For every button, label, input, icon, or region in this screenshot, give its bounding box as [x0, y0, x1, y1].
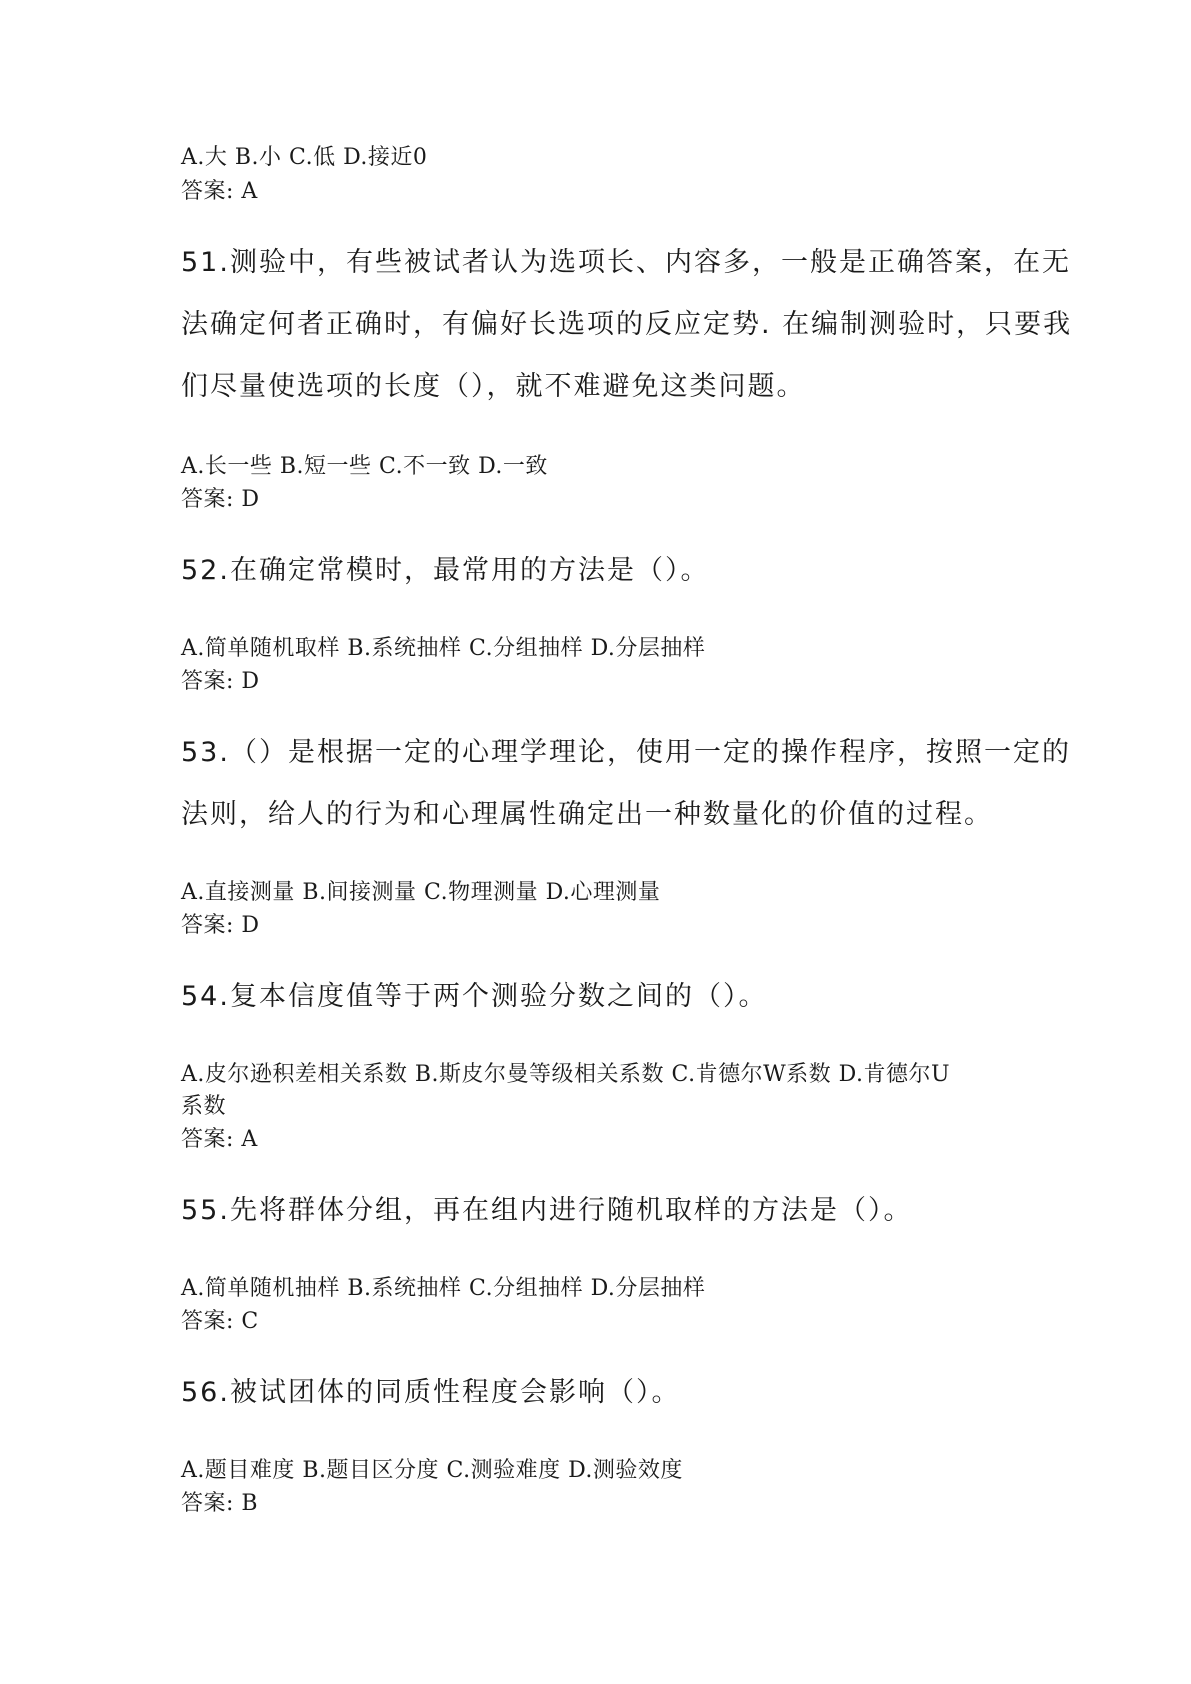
- question-53-answer: 答案: D: [181, 913, 260, 938]
- question-55-options: A.简单随机抽样 B.系统抽样 C.分组抽样 D.分层抽样: [181, 1276, 706, 1301]
- question-55-line-1: 55.先将群体分组，再在组内进行随机取样的方法是（）。: [181, 1195, 913, 1226]
- question-54-options-line-2: 系数: [181, 1094, 227, 1119]
- question-56-options: A.题目难度 B.题目区分度 C.测验难度 D.测验效度: [181, 1458, 683, 1483]
- question-54-options-line-1: A.皮尔逊积差相关系数 B.斯皮尔曼等级相关系数 C.肯德尔W系数 D.肯德尔U: [181, 1062, 951, 1087]
- question-53-options: A.直接测量 B.间接测量 C.物理测量 D.心理测量: [181, 880, 661, 905]
- question-50-options: A.大 B.小 C.低 D.接近0: [181, 145, 428, 170]
- question-56-line-1: 56.被试团体的同质性程度会影响（）。: [181, 1377, 681, 1408]
- question-51-options: A.长一些 B.短一些 C.不一致 D.一致: [181, 454, 548, 479]
- question-50-answer: 答案: A: [181, 179, 258, 204]
- question-56-stem: [181, 1362, 1021, 1424]
- question-54-line-1: 54.复本信度值等于两个测验分数之间的（）。: [181, 981, 768, 1012]
- question-53-stem: [181, 722, 1071, 846]
- question-51-line-2: 法确定何者正确时，有偏好长选项的反应定势. 在编制测验时，只要我: [181, 309, 1073, 340]
- question-52-stem: [181, 540, 1021, 602]
- question-53-line-1: 53.（）是根据一定的心理学理论，使用一定的操作程序，按照一定的: [181, 737, 1071, 768]
- question-51-stem: [181, 232, 1073, 418]
- question-51-line-1: 51.测验中，有些被试者认为选项长、内容多，一般是正确答案，在无: [181, 247, 1071, 278]
- question-54-answer: 答案: A: [181, 1127, 258, 1152]
- question-54-stem: [181, 966, 1021, 1028]
- question-55-answer: 答案: C: [181, 1309, 259, 1334]
- question-53-line-2: 法则，给人的行为和心理属性确定出一种数量化的价值的过程。: [181, 799, 993, 830]
- question-52-line-1: 52.在确定常模时，最常用的方法是（）。: [181, 555, 710, 586]
- question-52-answer: 答案: D: [181, 669, 260, 694]
- question-55-stem: [181, 1180, 1021, 1242]
- question-51-answer: 答案: D: [181, 487, 260, 512]
- question-51-line-3: 们尽量使选项的长度（），就不难避免这类问题。: [181, 371, 806, 402]
- question-56-answer: 答案: B: [181, 1491, 259, 1516]
- question-52-options: A.简单随机取样 B.系统抽样 C.分组抽样 D.分层抽样: [181, 636, 706, 661]
